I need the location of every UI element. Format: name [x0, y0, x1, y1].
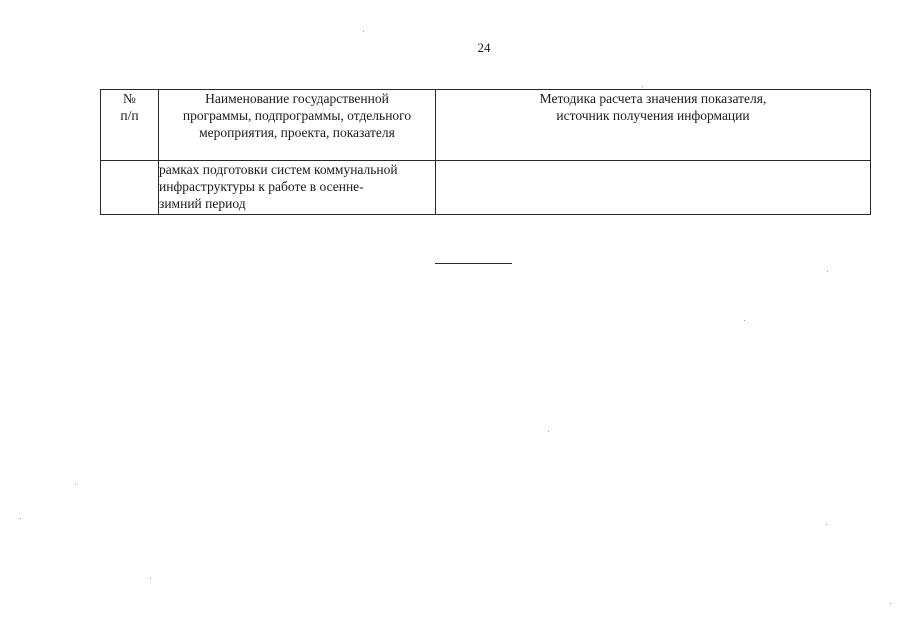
scan-speck — [827, 271, 828, 272]
header-name-column — [159, 90, 436, 161]
scan-speck — [826, 524, 827, 525]
header-method-column — [436, 90, 871, 161]
header-number-column — [101, 90, 159, 161]
scan-speck — [363, 31, 364, 32]
cell-name-line: инфраструктуры к работе в осенне- — [159, 179, 364, 194]
cell-name-line: рамках подготовки систем коммунальной — [159, 162, 398, 177]
scan-speck — [150, 578, 151, 579]
page-number: 24 — [477, 40, 491, 55]
scan-speck — [744, 320, 745, 321]
header-method-line: Методика расчета значения показателя, — [539, 91, 767, 106]
header-name-line: Наименование государственной — [205, 91, 389, 106]
header-number-line: № — [123, 91, 136, 106]
scan-speck — [75, 484, 76, 485]
header-number-line: п/п — [120, 108, 139, 123]
cell-name-line: зимний период — [159, 196, 246, 211]
header-method-line: источник получения информации — [556, 108, 750, 123]
cell-method — [436, 161, 871, 215]
indicator-table — [100, 89, 871, 215]
scan-speck — [890, 603, 891, 604]
cell-number — [101, 161, 159, 215]
table-header-row — [101, 90, 871, 161]
table-row — [101, 161, 871, 215]
scan-speck — [548, 431, 549, 432]
scan-speck — [20, 518, 21, 519]
cell-name — [159, 161, 436, 215]
header-name-line: мероприятия, проекта, показателя — [199, 125, 395, 140]
end-of-document-rule — [435, 263, 512, 264]
header-name-line: программы, подпрограммы, отдельного — [182, 108, 412, 123]
scan-speck — [642, 86, 643, 87]
